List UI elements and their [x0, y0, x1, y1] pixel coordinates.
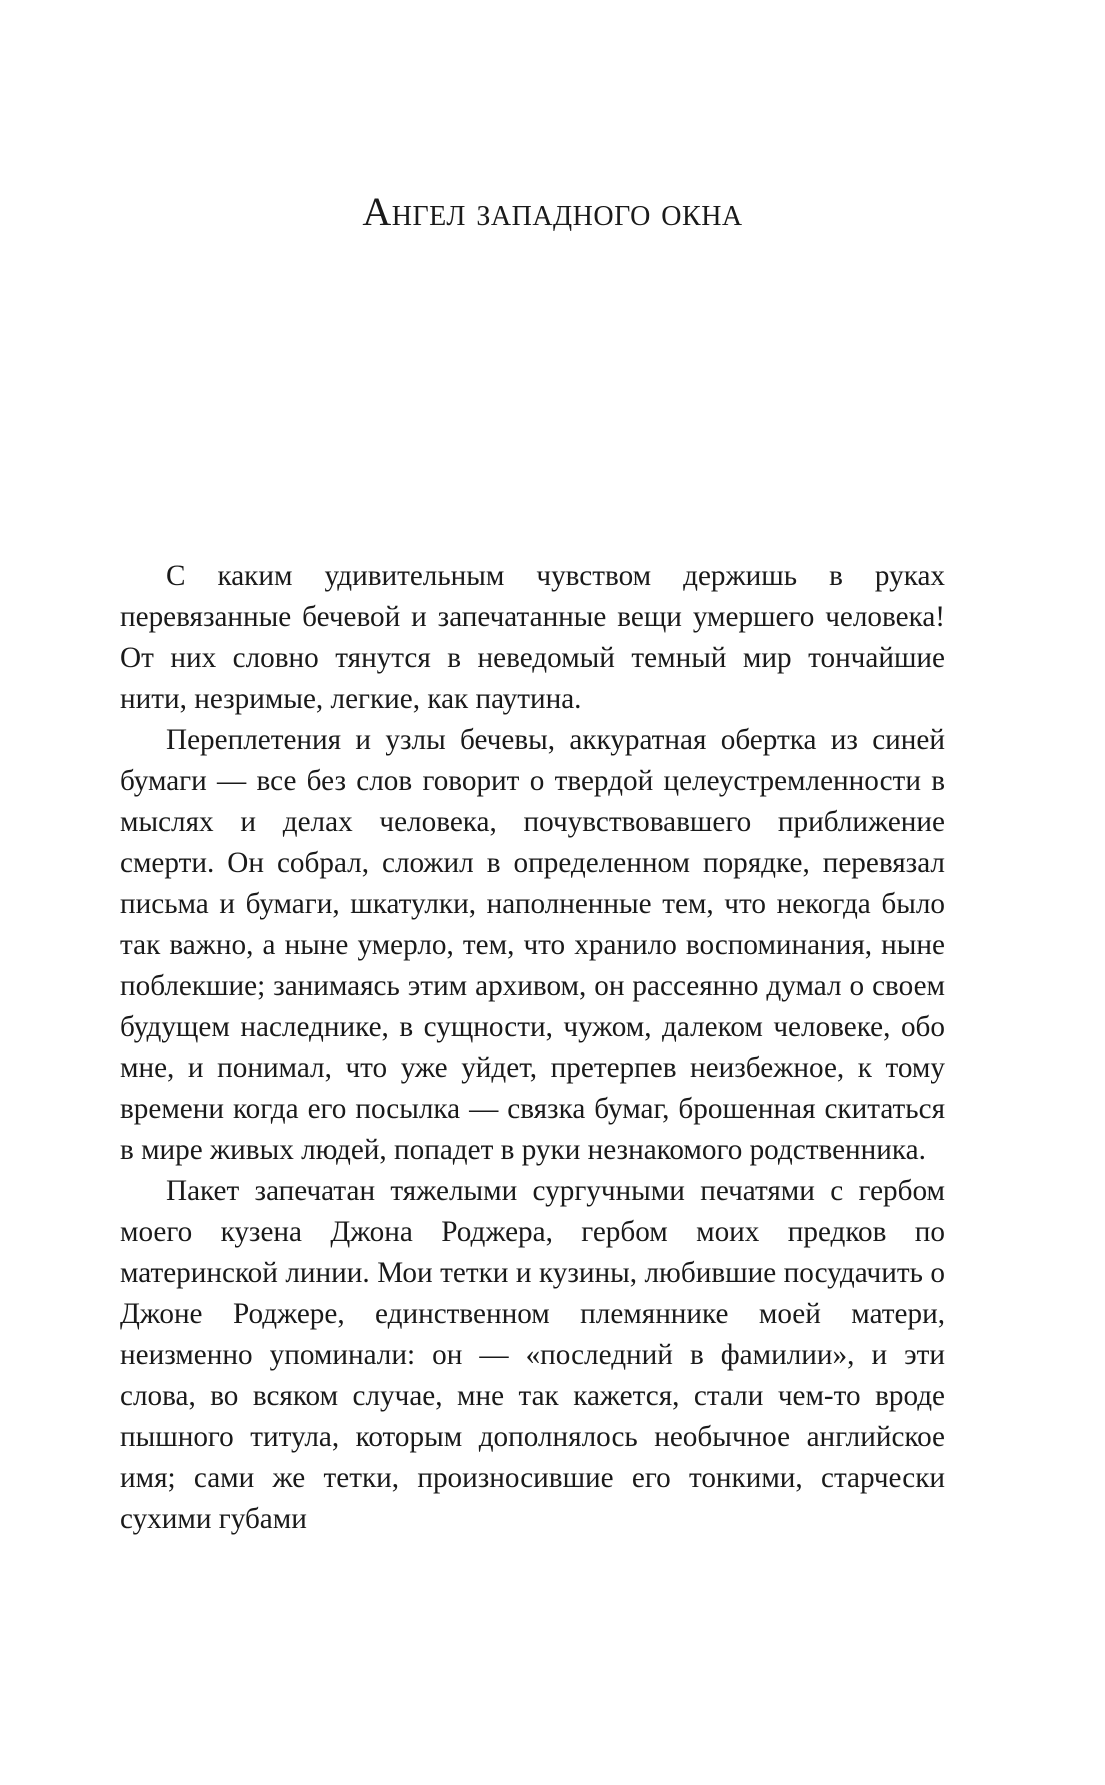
- paragraph: Переплетения и узлы бечевы, аккуратная обертка из синей бумаги — все без слов говорит о твердой целеустремленности в мыслях и делах человека, почувствовавшего приближение смерти. Он собрал, сложил в определенном порядке, перевязал письма и бумаги, шкатулки, наполненные тем, что некогда было так важно, а ныне умерло, тем, что хранило воспоминания, ныне поблекшие; занимаясь этим архивом, он рассеянно думал о своем будущем наследнике, в сущности, чужом, далеком человеке, обо мне, и понимал, что уже уйдет, претерпев неизбежное, к тому времени когда его посылка — связка бумаг, брошенная скитаться в мире живых людей, попадет в руки незнакомого родственника.: [120, 724, 945, 1166]
- paragraph: Пакет запечатан тяжелыми сургучными печатями с гербом моего кузена Джона Роджера, гербом моих предков по материнской линии. Мои тетки и кузины, любившие посудачить о Джоне Роджере, единственном племяннике моей матери, неизменно упоминали: он — «последний в фамилии», и эти слова, во всяком случае, мне так кажется, стали чем-то вроде пышного титула, которым дополнялось необычное английское имя; сами же тетки, произносившие его тонкими, старчески сухими губами: [120, 1175, 945, 1535]
- paragraph: С каким удивительным чувством держишь в руках перевязанные бечевой и запечатанные вещи умершего человека! От них словно тянутся в неведомый темный мир тончайшие нити, незримые, легкие, как паутина.: [120, 560, 945, 715]
- body-text: [120, 556, 945, 1540]
- chapter-title: Ангел западного окна: [362, 189, 743, 234]
